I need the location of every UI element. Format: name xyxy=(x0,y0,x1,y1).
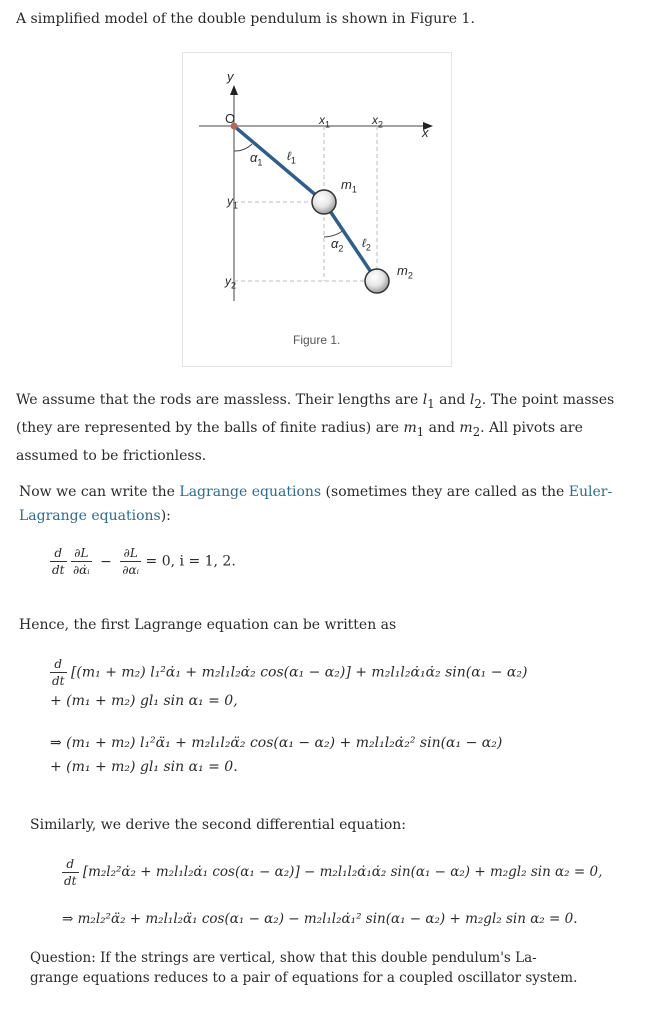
m2-label: $m_2$ xyxy=(397,263,413,281)
double-pendulum-diagram xyxy=(183,53,451,366)
y-axis-label: y xyxy=(227,69,234,84)
equation-3: $\frac{d}{dt}$ [m₂l₂²α̇₂ + m₂l₁l₂α̇₁ cos(α₁ − α₂)] − m₂l₁l₂α̇₁α̇₂ sin(α₁ − α₂) + m₂gl₂ sin α₂ = 0, xyxy=(64,857,603,888)
intro-text: A simplified model of the double pendulum is shown in Figure 1. xyxy=(16,11,475,27)
lagrange-equation: $\frac{d}{dt}$ $\frac{\partial L}{\text{∂α̇ᵢ}}$ − $\frac{\partial L}{\text{∂αᵢ}}$ = 0, i = 1, 2. xyxy=(52,546,236,577)
figure-1 xyxy=(182,52,452,367)
m1-label: $m_1$ xyxy=(341,177,357,195)
alpha2-label: $\alpha_2$ xyxy=(331,236,344,254)
second-equation-intro: Similarly, we derive the second differential equation: xyxy=(30,817,407,833)
euler-lagrange-link[interactable]: Euler-Lagrange equations xyxy=(19,484,613,524)
question-line-1: Question: If the strings are vertical, show that this double pendulum's La- xyxy=(30,950,537,966)
origin-label: O xyxy=(225,111,236,126)
lagrange-equations-link[interactable]: Lagrange equations xyxy=(179,484,322,500)
y1-label: $y_1$ xyxy=(227,194,239,211)
x-axis-label: x xyxy=(422,125,429,140)
alpha1-label: $\alpha_1$ xyxy=(250,150,263,168)
first-equation-intro: Hence, the first Lagrange equation can be written as xyxy=(19,617,397,633)
l1-label: ℓ$_1$ xyxy=(287,149,296,166)
l2-label: ℓ$_2$ xyxy=(362,236,371,253)
mass-1-ball xyxy=(312,190,336,214)
equation-4: ⇒ m₂l₂²α̈₂ + m₂l₁l₂α̈₁ cos(α₁ − α₂) − m₂l₁l₂α̇₁² sin(α₁ − α₂) + m₂gl₂ sin α₂ = 0. xyxy=(62,911,578,927)
mass-2-ball xyxy=(365,269,389,293)
y2-label: $y_2$ xyxy=(225,274,237,291)
rod-1 xyxy=(234,126,324,202)
equation-2-line-1: ⇒ (m₁ + m₂) l₁²α̈₁ + m₂l₁l₂α̈₂ cos(α₁ − α₂) + m₂l₁l₂α̇₂² sin(α₁ − α₂) xyxy=(50,735,503,751)
equation-2-line-2: + (m₁ + m₂) gl₁ sin α₁ = 0. xyxy=(50,759,238,775)
equation-1-line-2: + (m₁ + m₂) gl₁ sin α₁ = 0, xyxy=(50,693,238,709)
figure-caption: Figure 1. xyxy=(293,333,341,347)
equation-1-line-1: $\frac{d}{dt}$ [(m₁ + m₂) l₁²α̇₁ + m₂l₁l₂α̇₂ cos(α₁ − α₂)] + m₂l₁l₂α̇₁α̇₂ sin(α₁ − α₂) xyxy=(52,657,528,688)
rods-paragraph: We assume that the rods are massless. Their lengths are $l_1$ and $l_2$. The point masses (they are represented by the balls of finite radius) are $m_1$ and $m_2$. All pivots are assumed to be frictionless. xyxy=(16,392,615,464)
question-line-2: grange equations reduces to a pair of equations for a coupled oscillator system. xyxy=(30,970,578,986)
x2-label: $x_2$ xyxy=(372,113,384,130)
y-axis-arrow-icon xyxy=(230,85,238,95)
lagrange-paragraph: Now we can write the Lagrange equations (sometimes they are called as the Euler-Lagrange equations): xyxy=(19,484,613,524)
x1-label: $x_1$ xyxy=(319,113,331,130)
